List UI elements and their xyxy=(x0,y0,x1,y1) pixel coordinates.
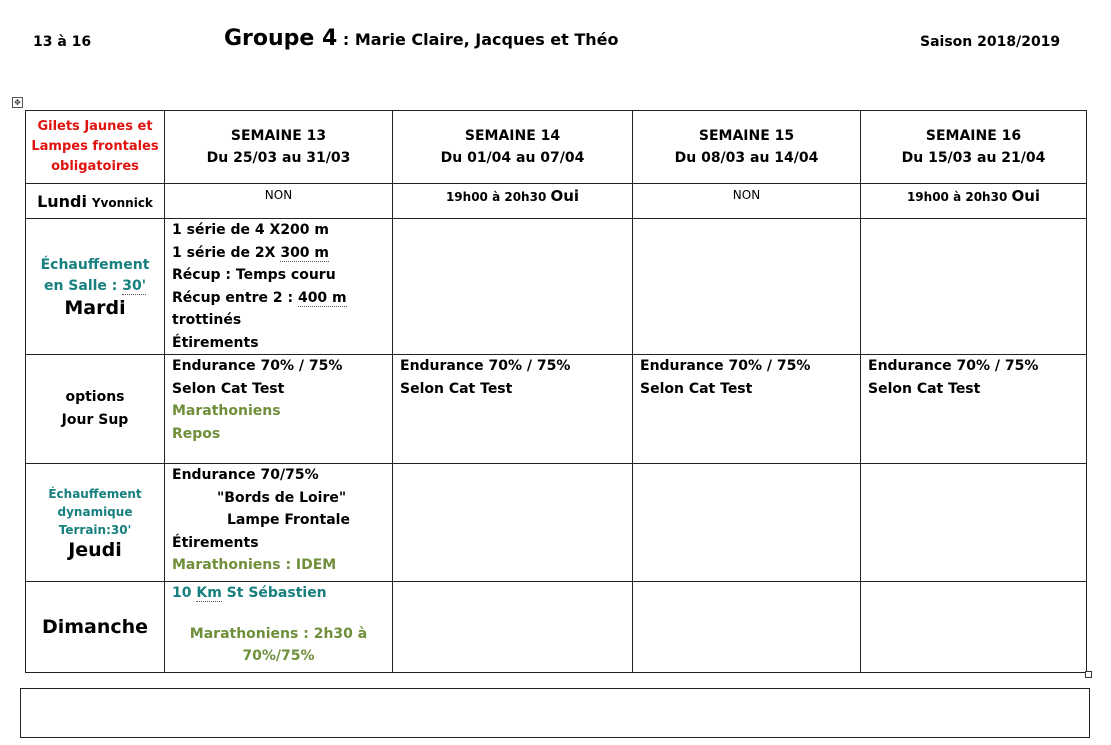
week-header-13 xyxy=(165,111,393,184)
options-w16-cell xyxy=(861,355,1087,464)
week-title: SEMAINE 13 xyxy=(230,128,327,144)
day-label: Jeudi xyxy=(68,538,122,561)
day-cell-options xyxy=(26,355,165,464)
day-label: Lundi xyxy=(37,191,87,211)
jeudi-w13-cell xyxy=(165,464,393,582)
session-line: Endurance 70% / 75% xyxy=(400,358,571,374)
session-line: Étirements xyxy=(172,534,259,551)
race-line xyxy=(165,582,392,605)
session-status: Oui xyxy=(1011,187,1041,205)
session-line: Marathoniens : IDEM xyxy=(172,557,337,573)
mardi-w16-cell xyxy=(861,219,1087,355)
race-name: St Sébastien xyxy=(221,585,327,601)
group-members: : Marie Claire, Jacques et Théo xyxy=(337,30,619,49)
row-mardi xyxy=(26,219,1087,355)
table-header-row xyxy=(26,111,1087,184)
session-line: Récup : Temps couru xyxy=(172,267,336,283)
row-jeudi xyxy=(26,464,1087,582)
mardi-w14-cell xyxy=(393,219,633,355)
day-cell-lundi xyxy=(26,184,165,219)
table-resize-handle[interactable] xyxy=(1085,671,1092,678)
row-dimanche xyxy=(26,582,1087,673)
season-label: Saison 2018/2019 xyxy=(920,34,1061,50)
session-distance: 300 m xyxy=(280,244,330,261)
session-line: Endurance 70% / 75% xyxy=(172,358,343,374)
training-schedule-table xyxy=(25,110,1087,673)
age-group-label: 13 à 16 xyxy=(33,34,92,50)
week-dates: Du 15/03 au 21/04 xyxy=(901,150,1046,166)
session-line: trottinés xyxy=(172,312,242,328)
session-line xyxy=(165,287,392,310)
marathon-note xyxy=(165,623,392,667)
jeudi-w14-cell xyxy=(393,464,633,582)
empty-text-box[interactable] xyxy=(20,688,1090,738)
session-text: 1 série de 2X xyxy=(172,244,281,261)
mardi-w13-cell xyxy=(165,219,393,355)
page-title xyxy=(224,26,619,51)
notice-line: Lampes frontales xyxy=(31,139,159,154)
warmup-line: Échauffement xyxy=(48,486,142,501)
marathon-line: Marathoniens : 2h30 à xyxy=(189,625,368,642)
session-line: Endurance 70% / 75% xyxy=(868,358,1039,374)
warmup-line: Terrain:30' xyxy=(58,522,132,537)
jeudi-w15-cell xyxy=(633,464,861,582)
day-cell-mardi xyxy=(26,219,165,355)
warmup-duration: 30' xyxy=(122,277,147,294)
warmup-note xyxy=(26,485,164,539)
lundi-cell xyxy=(165,184,393,219)
session-line: Selon Cat Test xyxy=(640,380,753,397)
options-w15-cell xyxy=(633,355,861,464)
week-title: SEMAINE 14 xyxy=(464,128,561,144)
session-line: Selon Cat Test xyxy=(400,380,513,397)
session-line: Étirements xyxy=(172,334,259,351)
session-line: Repos xyxy=(172,425,221,442)
session-status: Oui xyxy=(550,187,580,205)
dimanche-w14-cell xyxy=(393,582,633,673)
group-label: Groupe 4 xyxy=(224,26,338,51)
warmup-note xyxy=(26,255,164,297)
coach-name: Yvonnick xyxy=(91,195,153,210)
warmup-line: Échauffement xyxy=(40,256,150,273)
notice-line: Gilets Jaunes et xyxy=(37,119,153,134)
session-line xyxy=(165,242,392,265)
session-status: NON xyxy=(732,188,761,202)
notice-line: obligatoires xyxy=(51,159,139,174)
day-label: Dimanche xyxy=(41,616,149,638)
session-line: Lampe Frontale xyxy=(227,512,350,528)
lundi-cell xyxy=(861,184,1087,219)
safety-notice xyxy=(26,117,164,177)
options-label: options xyxy=(65,389,125,405)
week-dates: Du 08/03 au 14/04 xyxy=(674,150,819,166)
session-line: Selon Cat Test xyxy=(868,380,981,397)
week-header-14 xyxy=(393,111,633,184)
week-title: SEMAINE 15 xyxy=(698,128,795,144)
day-label: Mardi xyxy=(64,296,126,319)
day-cell-dimanche xyxy=(26,582,165,673)
mardi-w15-cell xyxy=(633,219,861,355)
options-w13-cell xyxy=(165,355,393,464)
warmup-line: en Salle : xyxy=(43,277,123,294)
dimanche-w15-cell xyxy=(633,582,861,673)
week-header-15 xyxy=(633,111,861,184)
session-time: 19h00 à 20h30 xyxy=(445,190,551,204)
row-options xyxy=(26,355,1087,464)
session-distance: 400 m xyxy=(297,289,347,306)
lundi-cell xyxy=(633,184,861,219)
week-dates: Du 01/04 au 07/04 xyxy=(440,150,585,166)
options-w14-cell xyxy=(393,355,633,464)
session-line: 1 série de 4 X200 m xyxy=(172,222,330,238)
week-title: SEMAINE 16 xyxy=(925,128,1022,144)
warmup-line: dynamique xyxy=(57,504,133,519)
row-lundi xyxy=(26,184,1087,219)
marathon-line: 70%/75% xyxy=(242,647,315,664)
day-cell-jeudi xyxy=(26,464,165,582)
lundi-cell xyxy=(393,184,633,219)
options-label: Jour Sup xyxy=(61,412,129,428)
race-distance: 10 xyxy=(172,585,197,601)
session-line: Endurance 70/75% xyxy=(172,467,319,483)
session-text: Récup entre 2 : xyxy=(172,289,298,306)
jeudi-w16-cell xyxy=(861,464,1087,582)
week-header-16 xyxy=(861,111,1087,184)
table-move-handle-icon[interactable]: ✥ xyxy=(12,97,23,108)
week-dates: Du 25/03 au 31/03 xyxy=(206,150,351,166)
session-status: NON xyxy=(264,188,293,202)
session-time: 19h00 à 20h30 xyxy=(906,190,1012,204)
session-line: "Bords de Loire" xyxy=(217,489,347,506)
session-line: Endurance 70% / 75% xyxy=(640,358,811,374)
session-line: Selon Cat Test xyxy=(172,380,285,397)
session-line: Marathoniens xyxy=(172,403,281,419)
race-unit: Km xyxy=(196,585,222,601)
safety-notice-cell xyxy=(26,111,165,184)
dimanche-w13-cell xyxy=(165,582,393,673)
dimanche-w16-cell xyxy=(861,582,1087,673)
